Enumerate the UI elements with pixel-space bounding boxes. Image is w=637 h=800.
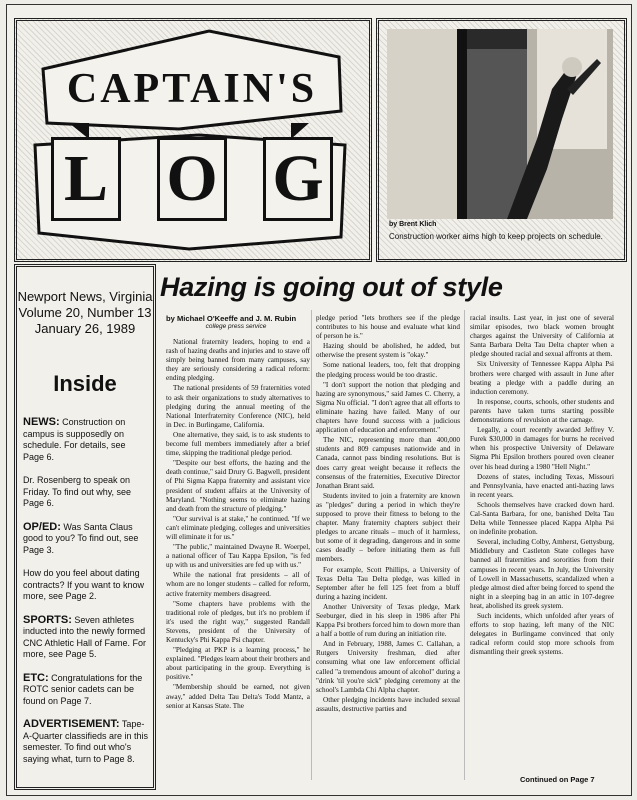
article-paragraph: "I don't support the notion that pledging and hazing are synonymous," said James C. Cherry, a Sigma Nu official. "I don't agree that all efforts to eliminate hazing have failed. Many of our chapters have found success with a judicious application of education and enforcement.": [316, 380, 460, 435]
inside-item-sports: [23, 615, 149, 661]
article-paragraph: "Despite our best efforts, the hazing and the death continue," said Drury G. Bagwell, president of Phi Sigma Kappa fraternity and assistant vice president of student affairs at the University of Maryland. "Nothing seems to eliminate hazing and death from the structure of pledging.": [166, 459, 310, 513]
publication-location: Newport News, Virginia: [17, 289, 153, 304]
publication-date: January 26, 1989: [34, 321, 136, 336]
continued-link[interactable]: Continued on Page 7: [520, 775, 595, 784]
log-letter-l: L: [51, 137, 121, 221]
inside-item-etc: [23, 673, 149, 708]
article-paragraph: Several, including Colby, Amherst, Gettysburg, Middlebury and Castleton State colleges have banned all fraternities and sororities from their campuses in recent years. In July, the University of Lowell in Massachusetts, scandalized when a pledge almost died after being forced to spend the night in a sleeping bag in an attic in 107-degree heat, abolished its greek system.: [470, 538, 614, 610]
article-paragraph: "Our survival is at stake," he continued. "If we can't eliminate pledging, colleges and universities will eliminate it for us.": [166, 514, 310, 541]
inside-item-text: Was Santa Claus good to you? To find out, see Page 3.: [23, 521, 139, 555]
article-paragraph: pledge period "lets brothers see if the pledge contributes to his house and evaluate what kind of person he is.": [316, 314, 460, 341]
article-paragraph: Dozens of states, including Texas, Missouri and Pennsylvania, have enacted anti-hazing laws in recent years.: [470, 472, 614, 499]
masthead-log: [43, 137, 343, 221]
inside-item-dating: [23, 568, 149, 603]
inside-item-label: OP/ED:: [23, 520, 61, 533]
article-paragraph: Another University of Texas pledge, Mark Seeburger, died in his sleep in 1986 after Phi Kappa Psi brothers forced him to down more than a half a bottle of rum during an initiation rite.: [316, 602, 460, 639]
inside-item-label: ETC:: [23, 671, 49, 684]
article-paragraph: And in February, 1988, James C. Callahan, a Rutgers University freshman, died after consuming what one law enforcement official called "a tremendous amount of alcohol" during a "drink 'til you're sick" pledging ceremony at the school's Lambda Chi Alpha chapter.: [316, 640, 460, 694]
inside-item-label: SPORTS:: [23, 613, 72, 626]
inside-title: Inside: [53, 371, 117, 396]
publication-info: [17, 289, 153, 337]
article-paragraph: Legally, a court recently awarded Jeffrey V. Furek $30,000 in damages for burns he received when his prospective University of Delaware Sigma Phi Epsilon brothers poured oven cleaner over his head during a 1980 "Hell Night.": [470, 426, 614, 471]
inside-item-advertisement: [23, 719, 149, 765]
article-paragraph: Students invited to join a fraternity are known as "pledges" during a period in which they're supposed to prove their fitness to belong to the chapter. Many fraternity chapters subject their pledges to arcane rituals – much of it harmless, but some of it degrading, dangerous and in some cases deadly – before initiating them as full members.: [316, 491, 460, 564]
article-paragraph: "Membership should be earned, not given away," added Delta Tau Delta's Todd Mantz, a senior at Kansas State. The: [166, 683, 310, 710]
article-paragraph: Such incidents, which unfolded after years of efforts to stop hazing, left many of the NIC delegates in Burlingame convinced that only radical reform could stop more schools from dismantling their greek systems.: [470, 612, 614, 657]
article-paragraph: One alternative, they said, is to ask students to become full members immediately after a brief time, skipping the traditional pledge period.: [166, 430, 310, 458]
photo-credit: by Brent Klich: [389, 221, 437, 228]
article-paragraph: Some national leaders, too, felt that dropping the pledging process would be too drastic.: [316, 361, 460, 379]
column-divider: [464, 310, 465, 780]
inside-item-text: Tape-A-Quarter classifieds are in this semester. To find out who's saying what, turn to Page 8.: [23, 719, 149, 764]
inside-item-text: Congratulations for the ROTC senior cadets can be found on Page 7.: [23, 672, 143, 706]
article-paragraph: "The public," maintained Dwayne R. Woerpel, a national officer of Tau Kappa Epsilon, "is fed up with us and universities are fed up with us.": [166, 543, 310, 570]
column-divider: [311, 310, 312, 780]
masthead-title: CAPTAIN'S: [66, 66, 318, 112]
inside-item-label: NEWS:: [23, 416, 60, 428]
article-paragraph: Other pledging incidents have included sexual assaults, destructive parties and: [316, 695, 460, 713]
inside-item-label: ADVERTISEMENT:: [23, 718, 120, 730]
article-column-3: [470, 314, 614, 658]
article-column-2: [316, 314, 460, 715]
inside-item-rosenberg: [23, 475, 149, 510]
article-paragraph: National fraternity leaders, hoping to end a rash of hazing deaths and injuries and to stave off simply being banned from many campuses, say they are seriously considering a radical reform: ending pledging.: [166, 338, 310, 383]
masthead: [14, 18, 372, 262]
article-paragraph: Six University of Tennessee Kappa Alpha Psi brothers were charged with assault in June after beating a pledge with a paddle during an induction ceremony.: [470, 360, 614, 396]
article-paragraph: The national presidents of 59 fraternities voted to ask their organizations to study alternatives to pledging during the annual meeting of the National Interfraternity Conference (NIC), held in Dec. in Burlingame, California.: [166, 384, 310, 429]
article-headline: Hazing is going out of style: [160, 272, 503, 302]
inside-list: [23, 417, 149, 777]
construction-photo: [387, 29, 613, 219]
inside-item-text: Seven athletes inducted into the newly formed CNC Athletic Hall of Fame. For more, see Page 5.: [23, 614, 147, 659]
byline-authors: by Michael O'Keeffe and J. M. Rubin: [166, 314, 297, 323]
inside-item-text: How do you feel about dating contracts? If you want to know more, see Page 2.: [23, 568, 145, 601]
article-paragraph: Hazing should be abolished, he added, but otherwise the present system is "okay.": [316, 342, 460, 360]
inside-item-text: Construction on campus is supposedly on schedule. For details, see Page 6.: [23, 417, 126, 462]
publication-volume: Volume 20, Number 13: [18, 305, 152, 320]
log-letter-o: O: [157, 137, 227, 221]
article-paragraph: For example, Scott Phillips, a University of Texas Delta Tau Delta pledge, was killed in September after he fell 125 feet from a bluff during a hazing incident.: [316, 565, 460, 601]
inside-item-oped: [23, 522, 149, 557]
article-paragraph: Schools themselves have cracked down hard. Cal-Santa Barbara, for one, banished Delta Tau Delta while Tennessee placed Kappa Alpha Psi on indefinite probation.: [470, 500, 614, 537]
photo-caption: Construction worker aims high to keep projects on schedule.: [389, 232, 603, 241]
article-paragraph: "Pledging at PKP is a learning process," he explained. "Pledges learn about their brothers and about participating in the group. Everything is positive.": [166, 646, 310, 682]
article-paragraph: The NIC, representing more than 400,000 students and 809 campuses nationwide and in Canada, cannot pass binding resolutions. But is does carry great weight because it reflects the consensus of the fraternities, Executive Director Jonathan Brant said.: [316, 436, 460, 490]
article-paragraph: While the national frat presidents – all of whom are no longer students – called for reform, active fraternity members disagreed.: [166, 571, 310, 598]
inside-item-news: [23, 417, 149, 463]
inside-sidebar: [14, 264, 156, 790]
article-paragraph: "Some chapters have problems with the traditional role of pledges, but it's no problem if it's used the right way," suggested Randall Stevens, president of the University of Kentucky's Phi Kappa Psi chapter.: [166, 599, 310, 644]
article-paragraph: In response, courts, schools, other students and parents have taken turns starting possible demonstrations of revulsion at the carnage.: [470, 397, 614, 425]
byline-service: college press service: [205, 323, 267, 330]
article-byline: [166, 314, 306, 330]
inside-item-text: Dr. Rosenberg to speak on Friday. To find out why, see Page 6.: [23, 475, 132, 508]
photo-box: [376, 18, 627, 262]
article-paragraph: racial insults. Last year, in just one of several similar episodes, two black women brought charges against the University of California at Santa Barbara Delta Tau Delta chapter when a pledge shouted racial and sexual affronts at them.: [470, 314, 614, 359]
log-letter-g: G: [263, 137, 333, 221]
article-column-1: [166, 338, 310, 712]
